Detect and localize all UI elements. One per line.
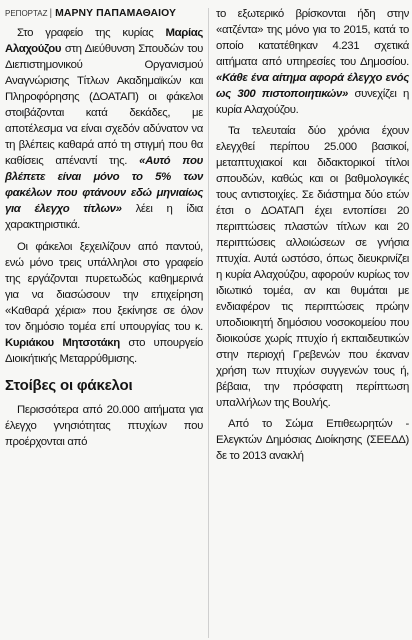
name-highlight: Κυριάκου Μητσοτάκη	[5, 337, 120, 349]
byline-label: ΡΕΠΟΡΤΑΖ	[5, 9, 48, 18]
right-column	[216, 0, 409, 464]
paragraph-intro	[5, 25, 203, 233]
column-divider	[208, 8, 209, 638]
text-run: Περισσότερα από 20.000 αιτήματα για έλεγχο γνησιότητας πτυχίων που προέρχονται από	[5, 404, 203, 448]
paragraph-folders	[5, 239, 203, 367]
text-run: συνεχίζει η κυρία Αλαχούζου.	[216, 88, 410, 116]
text-run: το εξωτερικό βρίσκονται ήδη στην «ατζέντα» της μόνο για το 2015, κατά το οποίο κατατέθηκαν 4.231 σχετικά αιτήματα από υπηρεσίες του Δημοσίου.	[216, 8, 409, 68]
text-run: Οι φάκελοι ξεχειλίζουν από παντού, ενώ μόνο τρεις υπάλληλοι στο γραφείο της εργάζονται πυρετωδώς καθημερινά για να διασώσουν την επιχείρηση «Καθαρά χέρια» που ξεκίνησε σε όλον τον δημόσιο τομέα επί υπουργίας του κ.	[5, 241, 203, 333]
left-column	[5, 0, 203, 450]
quote-highlight: «Κάθε ένα αίτημα αφορά έλεγχο ενός ως 300 πιστοποιητικών»	[216, 72, 409, 100]
text-run: στο υπουργείο Διοικήτικής Μεταρρύθμισης.	[5, 337, 204, 365]
text-run: Από το Σώμα Επιθεωρητών - Ελεγκτών Δημόσιας Διοίκησης (ΣΕΕΔΔ) δε το 2013 ανακλή	[216, 418, 409, 462]
paragraph-inspectors	[216, 416, 409, 464]
name-highlight: Μαρίας Αλαχούζου	[5, 27, 203, 55]
text-run: Τα τελευταία δύο χρόνια έχουν ελεγχθεί περίπου 25.000 βασικοί, μεταπτυχιακοί και διδακτορικοί τίτλοι σπουδών, καθώς και οι βαθμολογικές τους αντιστοιχίες. Σε διάστημα δύο ετών έτσι ο ΔΟΑΤΑΠ έχει εντοπίσει 20 περιπτώσεις πλαστών τίτλων και 20 περιπτώσεις αλλοιώσεων σε γνήσια πτυχία. Αυτά ωστόσο, όπως διευκρινίζει η κυρία Αλαχούζου, αφορούν κυρίως τον ιδιωτικό τομέα, αν και θυμάται με ενδιαφέρον τις περιπτώσεις πρώην υποδιοικητή δημόσιου νοσοκομείου που διοικούσε χωρίς πτυχίο ή εκπαιδευτικών στην περιοχή Γρεβενών που έκαναν χρήση των πτυχίων συγγενών τους ή, βέβαια, την πρόσφατη περίπτωση υπαλλήλων της Βουλής.	[216, 125, 409, 409]
text-run: Στο γραφείο της κυρίας	[17, 27, 166, 39]
quote-highlight: «Αυτό που βλέπετε είναι μόνο το 5% των φακέλων που φτάνουν εδώ μηνιαίως για έλεγχο τίτλων»	[5, 155, 203, 215]
text-run: λέει η ίδια χαρακτηριστικά.	[5, 203, 203, 231]
byline-separator: |	[49, 8, 53, 19]
paragraph-requests	[5, 402, 203, 450]
paragraph-continued	[216, 6, 409, 118]
subheading: Στοίβες οι φάκελοι	[5, 377, 133, 394]
byline-author: ΜΑΡΝΥ ΠΑΠΑΜΑΘΑΙΟΥ	[55, 8, 177, 19]
byline	[5, 5, 203, 22]
text-run: στη Διεύθυνση Σπουδών του Διεπιστημονικού Οργανισμού Αναγνώρισης Τίτλων Ακαδημαϊκών και Πληροφόρησης (ΔΟΑΤΑΠ) οι φάκελοι στοιβάζονται κατά δεκάδες, με αποτέλεσμα να είναι σχεδόν αδύνατον να τη βλέπεις καθαρά από τη στιγμή που θα καθίσεις απέναντί της.	[5, 43, 203, 167]
paragraph-checks	[216, 123, 409, 411]
